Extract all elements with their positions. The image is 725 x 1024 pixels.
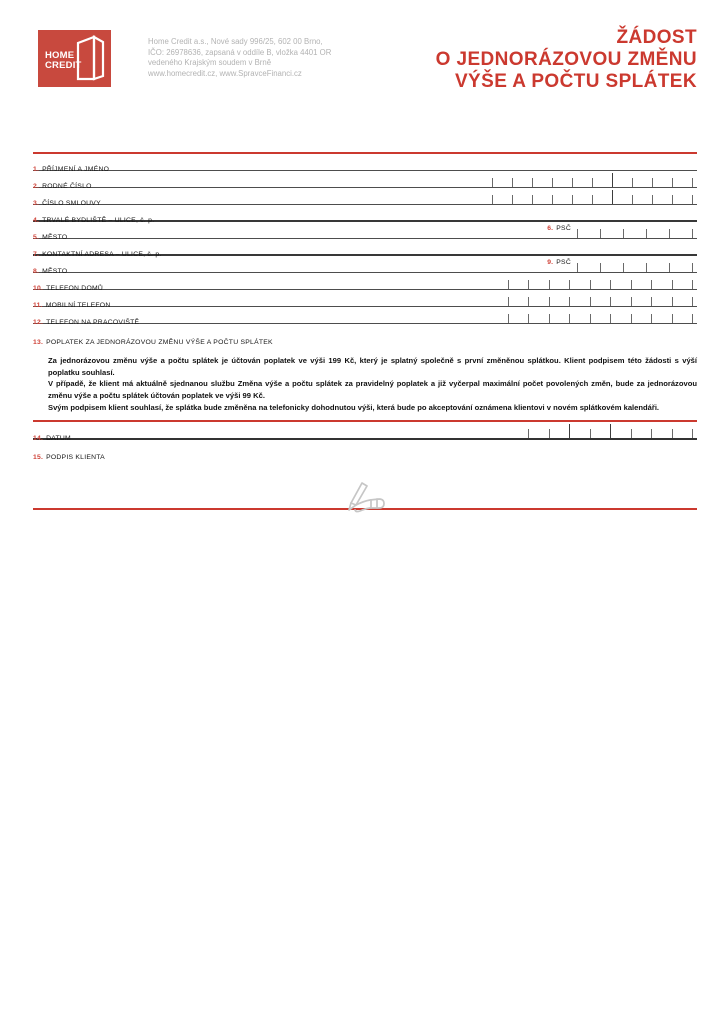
- company-info-line: IČO: 26978636, zapsaná v oddíle B, vložka 4401 OR: [148, 47, 332, 57]
- title-line: VÝŠE A POČTU SPLÁTEK: [454, 71, 697, 92]
- character-cells: [492, 190, 693, 204]
- field-row-permanent-address-street: [33, 205, 697, 222]
- field-label: TELEFON DOMŮ: [46, 285, 104, 292]
- field-row-contract-number: [33, 188, 697, 205]
- field-label: MĚSTO: [42, 234, 68, 241]
- field-number: 10.: [33, 285, 44, 292]
- field-row-city-zip: [33, 222, 697, 239]
- title-line: ŽÁDOST: [616, 27, 697, 48]
- field-label: MOBILNÍ TELEFON: [45, 302, 111, 309]
- field-row-mobile-phone: [33, 290, 697, 307]
- fee-paragraph: Za jednorázovou změnu výše a počtu splátek je účtován poplatek ve výši 199 Kč, který je splatný společně s první změněnou splátkou. Klient podpisem této žádosti s výší poplatku souhlasí.: [48, 356, 697, 377]
- company-info-line: vedeného Krajským soudem v Brně: [148, 58, 272, 68]
- character-cells: [577, 229, 693, 238]
- field-label: RODNÉ ČÍSLO: [42, 183, 92, 190]
- field-label: TRVALÉ BYDLIŠTĚ – ULICE, č. p.: [42, 217, 155, 224]
- field-number: 2.: [33, 183, 40, 190]
- field-number: 9.: [547, 259, 554, 266]
- field-number: 13.: [33, 339, 44, 346]
- field-label: MĚSTO: [42, 268, 68, 275]
- building-icon: [76, 34, 106, 82]
- zip-group: [547, 259, 693, 272]
- field-number: 3.: [33, 200, 40, 207]
- field-row-home-phone: [33, 273, 697, 290]
- character-cells: [508, 280, 694, 289]
- home-credit-logo: [38, 30, 111, 87]
- field-row-surname-name: [33, 154, 697, 171]
- field-label: PODPIS KLIENTA: [46, 453, 105, 461]
- field-row-contact-address-street: [33, 239, 697, 256]
- field-label: POPLATEK ZA JEDNORÁZOVOU ZMĚNU VÝŠE A POČTU SPLÁTEK: [46, 339, 273, 346]
- page-title: [436, 27, 697, 93]
- title-line: O JEDNORÁZOVOU ZMĚNU: [435, 49, 697, 70]
- field-label: KONTAKTNÍ ADRESA – ULICE, č. p.: [42, 251, 162, 258]
- zip-group: [547, 225, 693, 238]
- fee-section: [33, 324, 697, 420]
- company-info: [148, 37, 331, 79]
- company-info-line: Home Credit a.s., Nové sady 996/25, 602 00 Brno,: [148, 37, 323, 46]
- logo-text-line2: CREDIT: [45, 60, 82, 71]
- field-number: 1.: [33, 166, 40, 173]
- logo-text-line1: HOME: [45, 50, 75, 61]
- field-row-city-zip-2: [33, 256, 697, 273]
- fee-terms-text: [48, 355, 697, 414]
- field-label: PSČ: [556, 259, 571, 266]
- character-cells: [492, 173, 693, 187]
- field-number: 6.: [547, 225, 554, 232]
- fee-paragraph: V případě, že klient má aktuálně sjednanou službu Změna výše a počtu splátek za pravidelný poplatek a již vyčerpal maximální počet povolených změn, bude za jednorázovou změnu výše a počtu splátek účtován poplatek ve výši 99 Kč.: [48, 379, 697, 401]
- field-label: TELEFON NA PRACOVIŠTĚ: [46, 319, 140, 326]
- field-row-date: [33, 422, 697, 440]
- field-number: 12.: [33, 319, 44, 326]
- field-label: ČÍSLO SMLOUVY: [42, 200, 101, 207]
- character-cells: [528, 424, 693, 438]
- hand-writing-with-pen-icon: [342, 476, 388, 516]
- field-number: 11.: [33, 302, 43, 309]
- field-label: DATUM: [46, 434, 71, 442]
- field-number: 15.: [33, 453, 44, 461]
- field-number: 14.: [33, 434, 44, 442]
- character-cells: [508, 297, 694, 306]
- company-info-line: www.homecredit.cz, www.SpravceFinanci.cz: [148, 68, 302, 78]
- field-row-birth-number: [33, 171, 697, 188]
- field-row-work-phone: [33, 307, 697, 324]
- character-cells: [577, 263, 693, 272]
- application-form: [33, 152, 697, 510]
- field-label: PŘÍJMENÍ A JMÉNO: [42, 166, 110, 173]
- field-label: PSČ: [556, 225, 571, 232]
- field-number: 4.: [33, 217, 40, 224]
- character-cells: [508, 314, 694, 323]
- field-number: 8.: [33, 268, 40, 275]
- fee-paragraph: Svým podpisem klient souhlasí, že splátka bude změněna na telefonicky dohodnutou výši, která bude po akceptování oznámena klientovi v novém splátkovém kalendáři.: [48, 402, 660, 412]
- field-number: 7.: [33, 251, 40, 258]
- field-number: 5.: [33, 234, 40, 241]
- signature-area: [33, 440, 697, 510]
